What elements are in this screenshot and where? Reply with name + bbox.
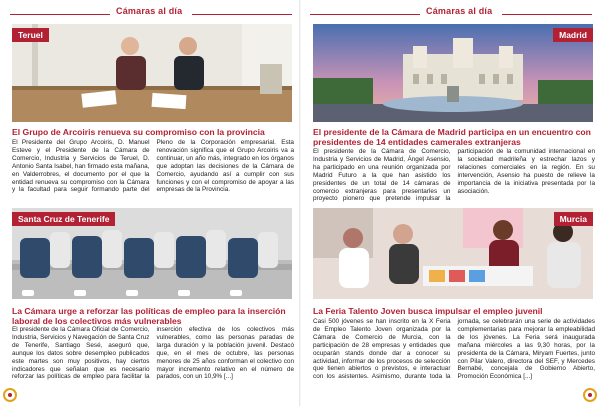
- article-body: El Presidente del Grupo Arcoiris, D. Manuel Esteve y el Presidente de la Cámara de Comercio, Industria y Servicios de Teruel, D. Antonio Santa Isabel, han firmado esta mañana, en Valderrobres, el documento por el que la entidad renueva su compromiso con la Cámara y la facultad para seguir formando parte del Pleno de la Corporación empresarial. Esta renovación significa que el Grupo Arcoiris va a continuar, un año más, integrado en los órganos que adoptan las decisiones de la Cámara de Comercio, ayudando así a cumplir con sus funciones y con el compromiso de apoyar a las empresas de la Provincia.: [12, 139, 294, 194]
- article-headline: La Cámara urge a reforzar las políticas de empleo para la inserción laboral de los colectivos más vulnerables: [12, 306, 286, 326]
- article-headline: El Grupo de Arcoiris renueva su compromiso con la provincia: [12, 127, 265, 137]
- job-fair-illustration: [313, 208, 593, 299]
- header-rule: [192, 14, 292, 15]
- article-headline: La Feria Talento Joven busca impulsar el empleo juvenil: [313, 306, 543, 316]
- article-body: Casi 500 jóvenes se han inscrito en la X Feria de Empleo Talento Joven organizada por la Cámara de Comercio de Murcia, con la participación de 28 empresas y entidades que ocuparán stands donde dar a conocer su actividad, informar de los procesos de selección que tienen abiertos o previstos, e interactuar con los asistentes. Asimismo, durante toda la jornada, se celebrarán una serie de actividades complementarias para mejorar la empleabilidad de los jóvenes. La Feria será inaugurada mañana miércoles a las 9,30 horas, por la presidenta de la Cámara, Miryam Fuertes, junto con Pilar Valero, directora del SEF, y Mercedes Bernabé, concejala de Gobierno Abierto, Promoción Económica [...]: [313, 318, 595, 381]
- chamber-seal-icon: [583, 388, 597, 402]
- santa-cruz-photo: [12, 208, 292, 299]
- location-tag: Murcia: [554, 212, 593, 226]
- section-title: Cámaras al día: [426, 6, 493, 16]
- location-tag: Madrid: [553, 28, 593, 42]
- page-crease: [299, 0, 301, 406]
- location-tag: Santa Cruz de Tenerife: [12, 212, 115, 226]
- cibeles-fountain-illustration: [313, 24, 593, 122]
- signing-ceremony-illustration: [12, 24, 292, 122]
- murcia-photo: [313, 208, 593, 299]
- section-header: [300, 6, 600, 20]
- header-rule: [310, 14, 420, 15]
- header-rule: [10, 14, 110, 15]
- header-rule: [502, 14, 592, 15]
- article-headline: El presidente de la Cámara de Madrid participa en un encuentro con presidentes de 14 entidades camerales extranjeras: [313, 127, 591, 147]
- location-tag: Teruel: [12, 28, 49, 42]
- madrid-photo: [313, 24, 593, 122]
- chamber-seal-icon: [3, 388, 17, 402]
- section-title: Cámaras al día: [116, 6, 183, 16]
- teruel-photo: [12, 24, 292, 122]
- right-page: [300, 0, 600, 406]
- article-body: El presidente de la Cámara de Comercio, Industria y Servicios de Madrid, Ángel Asensio, ha participado en una reunión organizada por Madrid Futuro a la que han asistido los presidentes de un total de 14 cámaras de comercio extranjeras para presentarles un proyecto pionero que pretende impulsar la participación de la comunidad internacional en la sociedad madrileña y estrechar lazos y relaciones comerciales en la región. En su intervención, Asensio ha puesto de relieve la importancia de la iniciativa presentada por la asociación.: [313, 148, 595, 203]
- article-body: El presidente de la Cámara Oficial de Comercio, Industria, Servicios y Navegación de Santa Cruz de Tenerife, Santiago Sesé, aseguró que, aunque los datos sobre desempleo publicados este martes son muy positivos, hay ciertos indicadores que señalan que es necesario reforzar las políticas de empleo para facilitar la inserción efectiva de los colectivos más vulnerables, como las personas paradas de larga duración y la población juvenil. Destacó que, en el mes de octubre, las personas menores de 25 años conforman el colectivo con mayor incremento relativo en el número de parados, con un 10,9% [...]: [12, 326, 294, 381]
- section-header: [0, 6, 299, 20]
